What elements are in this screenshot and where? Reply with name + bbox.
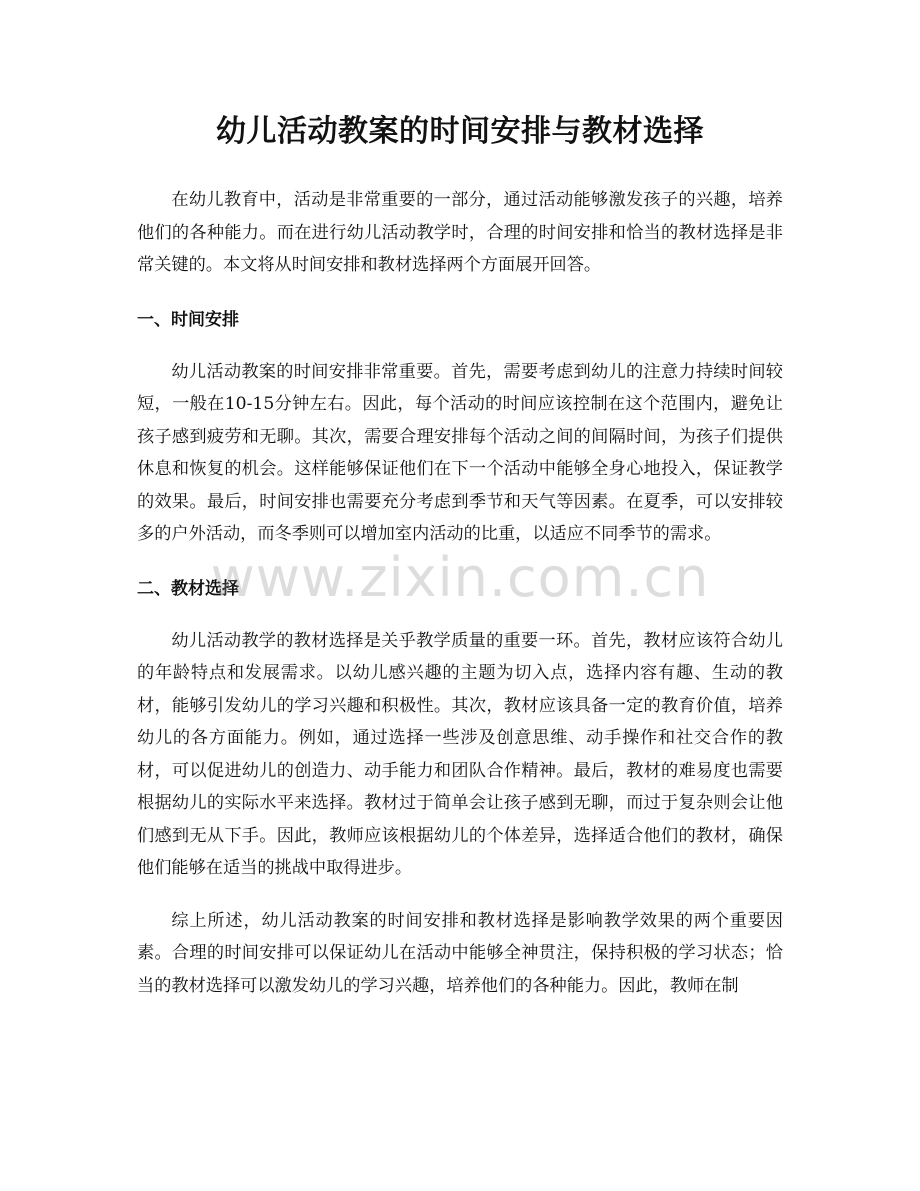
section-heading-materials: 二、教材选择 [137, 578, 239, 599]
section-body-materials: 幼儿活动教学的教材选择是关乎教学质量的重要一环。首先，教材应该符合幼儿的年龄特点和发展需求。以幼儿感兴趣的主题为切入点，选择内容有趣、生动的教材，能够引发幼儿的学习兴趣和积极性。其次，教材应该具备一定的教育价值，培养幼儿的各方面能力。例如，通过选择一些涉及创意思维、动手操作和社交合作的教材，可以促进幼儿的创造力、动手能力和团队合作精神。最后，教材的难易度也需要根据幼儿的实际水平来选择。教材过于简单会让孩子感到无聊，而过于复杂则会让他们感到无从下手。因此，教师应该根据幼儿的个体差异，选择适合他们的教材，确保他们能够在适当的挑战中取得进步。 [137, 630, 783, 878]
watermark-text: www.zixin.com.cn [210, 546, 710, 609]
conclusion-paragraph: 综上所述，幼儿活动教案的时间安排和教材选择是影响教学效果的两个重要因素。合理的时间安排可以保证幼儿在活动中能够全神贯注，保持积极的学习状态；恰当的教材选择可以激发幼儿的学习兴趣，培养他们的各种能力。因此，教师在制 [137, 910, 783, 996]
page-title: 幼儿活动教案的时间安排与教材选择 [216, 114, 704, 149]
document-body [137, 184, 783, 1002]
intro-paragraph: 在幼儿教育中，活动是非常重要的一部分，通过活动能够激发孩子的兴趣，培养他们的各种能力。而在进行幼儿活动教学时，合理的时间安排和恰当的教材选择是非常关键的。本文将从时间安排和教材选择两个方面展开回答。 [137, 190, 783, 275]
section-heading-time: 一、时间安排 [137, 309, 239, 330]
section-body-time: 幼儿活动教案的时间安排非常重要。首先，需要考虑到幼儿的注意力持续时间较短，一般在10-15分钟左右。因此，每个活动的时间应该控制在这个范围内，避免让孩子感到疲劳和无聊。其次，需要合理安排每个活动之间的间隔时间，为孩子们提供休息和恢复的机会。这样能够保证他们在下一个活动中能够全身心地投入，保证教学的效果。最后，时间安排也需要充分考虑到季节和天气等因素。在夏季，可以安排较多的户外活动，而冬季则可以增加室内活动的比重，以适应不同季节的需求。 [137, 361, 783, 544]
